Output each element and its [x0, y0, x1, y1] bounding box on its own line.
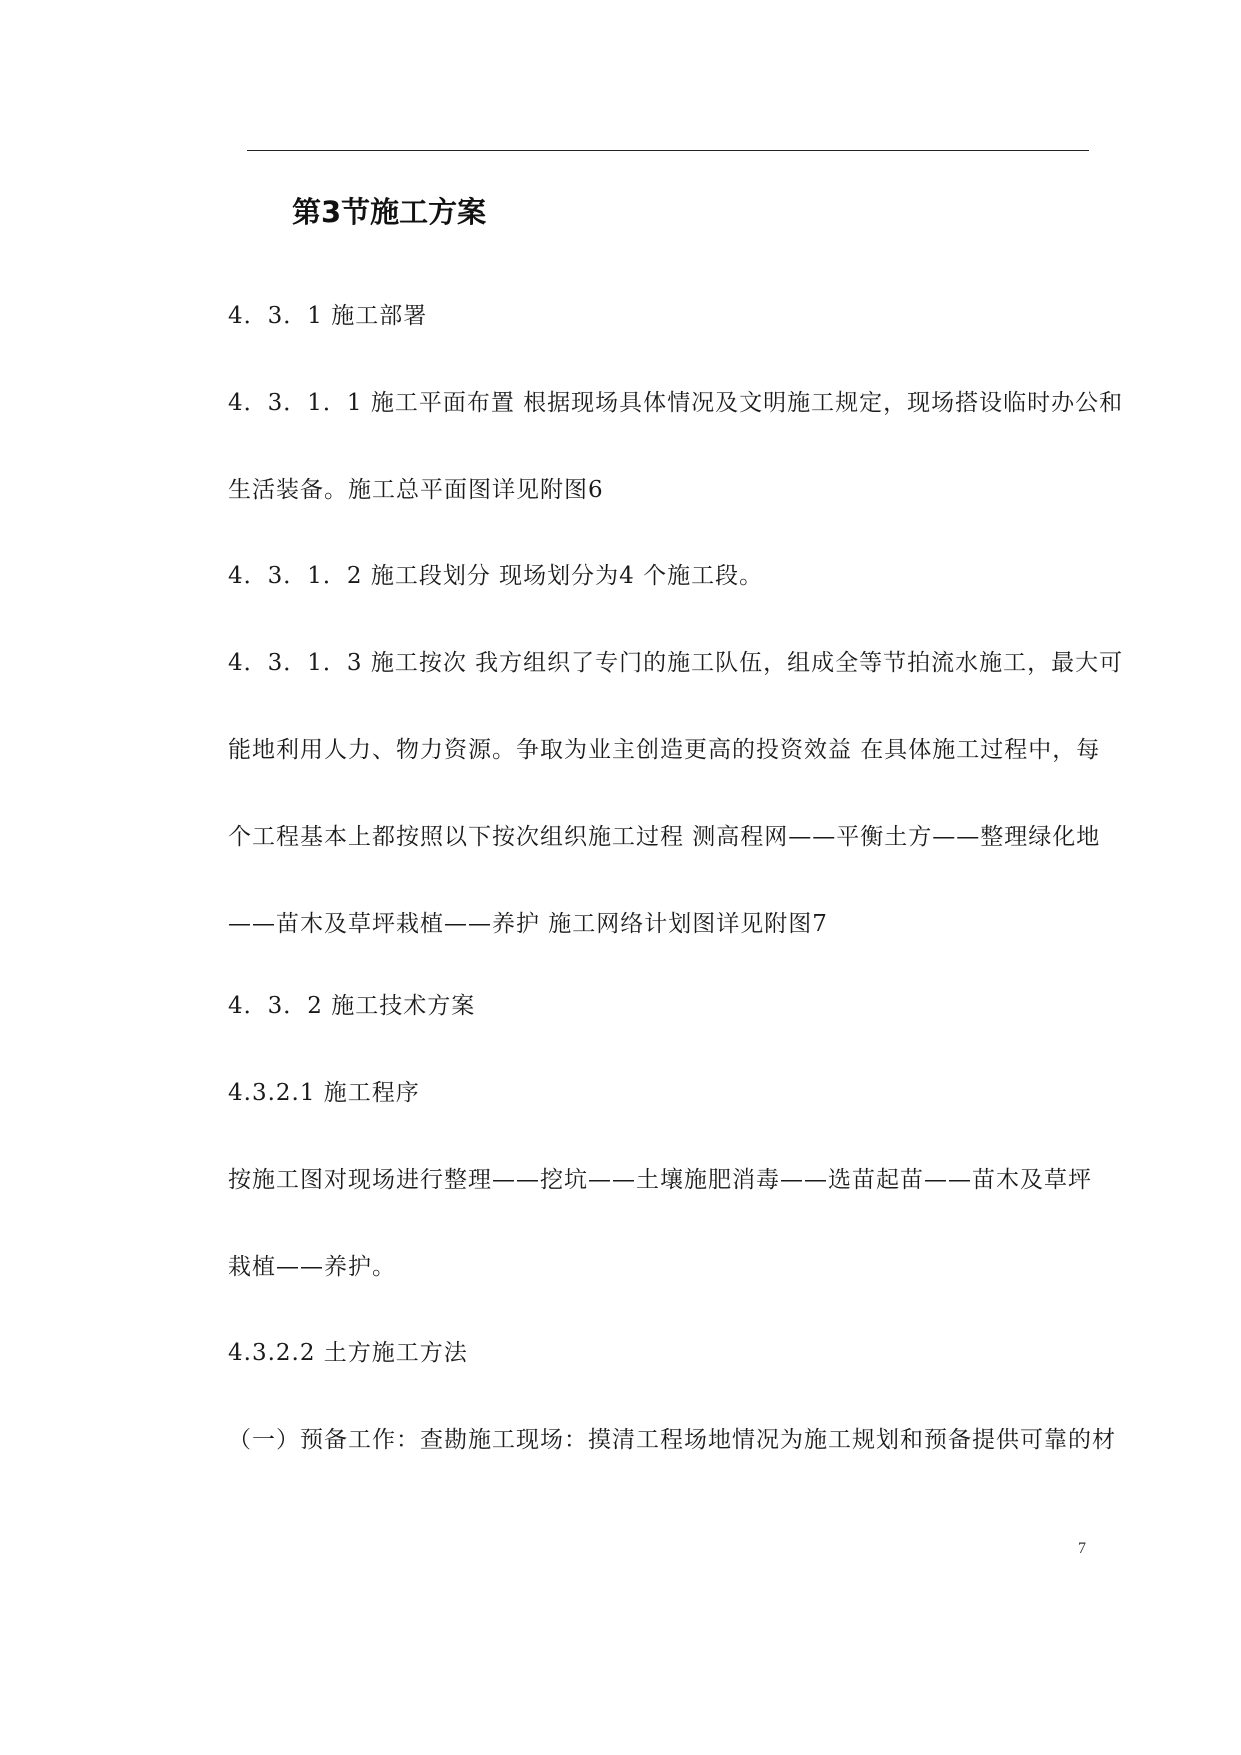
text-line: 4．3．2 施工技术方案 — [228, 993, 476, 1019]
text-line: （一）预备工作：查勘施工现场：摸清工程场地情况为施工规划和预备提供可靠的材 — [228, 1427, 1116, 1453]
text-line: 生活装备。施工总平面图详见附图6 — [228, 477, 604, 503]
text-line: 4．3．1．3 施工按次 我方组织了专门的施工队伍，组成全等节拍流水施工，最大可 — [228, 650, 1124, 676]
header-rule — [247, 150, 1089, 151]
text-line: 能地利用人力、物力资源。争取为业主创造更高的投资效益 在具体施工过程中，每 — [228, 737, 1101, 763]
text-line: 4．3．1 施工部署 — [228, 303, 428, 329]
section-title: 第3节施工方案 — [292, 195, 487, 229]
text-line: 4.3.2.1 施工程序 — [228, 1080, 420, 1106]
text-line: 栽植——养护。 — [228, 1254, 396, 1280]
page-number: 7 — [1078, 1540, 1086, 1557]
text-line: 4．3．1．2 施工段划分 现场划分为4 个施工段。 — [228, 563, 764, 589]
text-line: 4.3.2.2 土方施工方法 — [228, 1340, 468, 1366]
text-line: 4．3．1．1 施工平面布置 根据现场具体情况及文明施工规定，现场搭设临时办公和 — [228, 390, 1124, 416]
text-line: 个工程基本上都按照以下按次组织施工过程 测高程网——平衡土方——整理绿化地 — [228, 824, 1101, 850]
text-line: ——苗木及草坪栽植——养护 施工网络计划图详见附图7 — [228, 911, 828, 937]
text-line: 按施工图对现场进行整理——挖坑——土壤施肥消毒——选苗起苗——苗木及草坪 — [228, 1167, 1092, 1193]
